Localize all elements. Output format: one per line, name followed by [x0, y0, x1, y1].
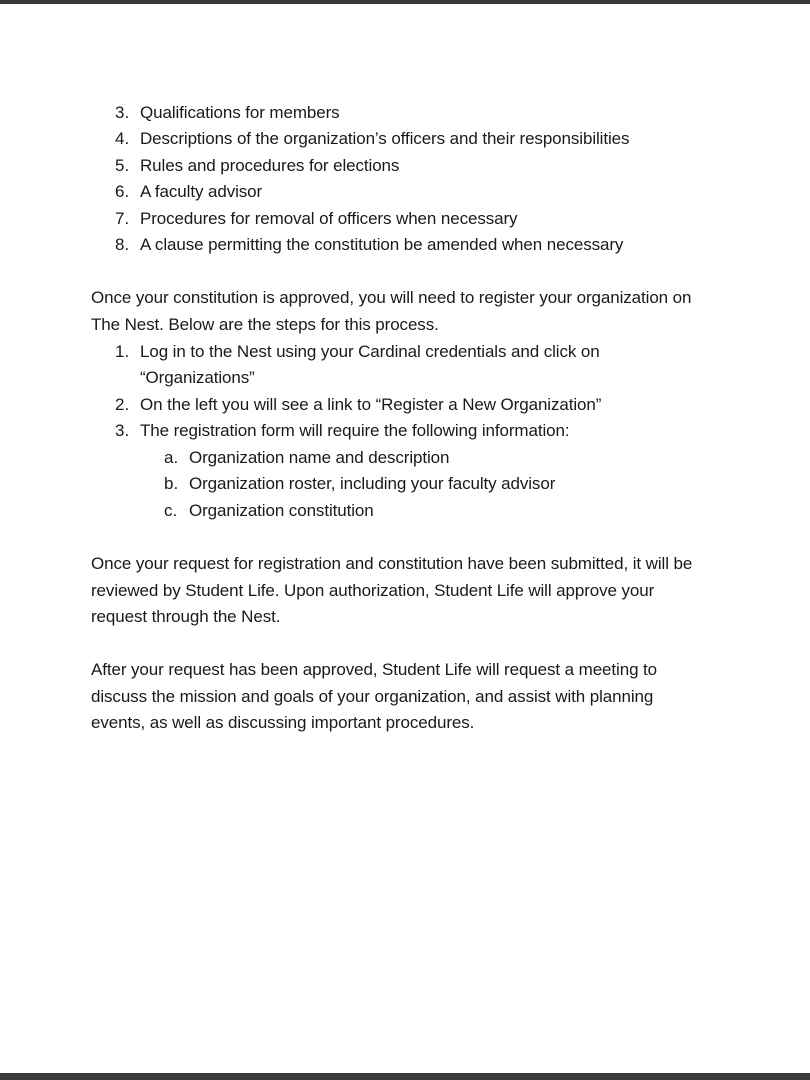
list-number: 7. [115, 209, 130, 228]
list-item: On the left you will see a link to “Register a New Organization” [140, 395, 602, 414]
list-number: 3. [115, 103, 130, 122]
list-number: 6. [115, 182, 130, 201]
list-item: Log in to the Nest using your Cardinal credentials and click on [140, 342, 600, 361]
list-item: Descriptions of the organization’s officers and their responsibilities [140, 129, 630, 148]
sublist-letter: b. [164, 474, 179, 493]
list-item: A faculty advisor [140, 182, 263, 201]
sublist-letter: c. [164, 501, 178, 520]
paragraph-line: After your request has been approved, Student Life will request a meeting to [91, 660, 658, 679]
list-item: Rules and procedures for elections [140, 156, 400, 175]
sublist-item: Organization name and description [189, 448, 450, 467]
list-item: A clause permitting the constitution be amended when necessary [140, 235, 624, 254]
paragraph-line: reviewed by Student Life. Upon authorization, Student Life will approve your [91, 581, 655, 600]
paragraph-line: discuss the mission and goals of your organization, and assist with planning [91, 687, 654, 706]
viewer-bottom-border [0, 1073, 810, 1080]
list-number: 2. [115, 395, 130, 414]
sublist-letter: a. [164, 448, 179, 467]
list-item: Qualifications for members [140, 103, 340, 122]
paragraph-line: The Nest. Below are the steps for this process. [91, 315, 439, 334]
list-item: The registration form will require the following information: [140, 421, 570, 440]
paragraph-line: Once your constitution is approved, you will need to register your organization on [91, 288, 692, 307]
list-item-continuation: “Organizations” [140, 368, 255, 387]
sublist-item: Organization roster, including your faculty advisor [189, 474, 556, 493]
paragraph-line: events, as well as discussing important procedures. [91, 713, 475, 732]
paragraph-line: Once your request for registration and constitution have been submitted, it will be [91, 554, 693, 573]
list-number: 8. [115, 235, 130, 254]
paragraph-line: request through the Nest. [91, 607, 281, 626]
list-item: Procedures for removal of officers when necessary [140, 209, 518, 228]
list-number: 5. [115, 156, 130, 175]
sublist-item: Organization constitution [189, 501, 374, 520]
list-number: 4. [115, 129, 130, 148]
list-number: 3. [115, 421, 130, 440]
list-number: 1. [115, 342, 130, 361]
